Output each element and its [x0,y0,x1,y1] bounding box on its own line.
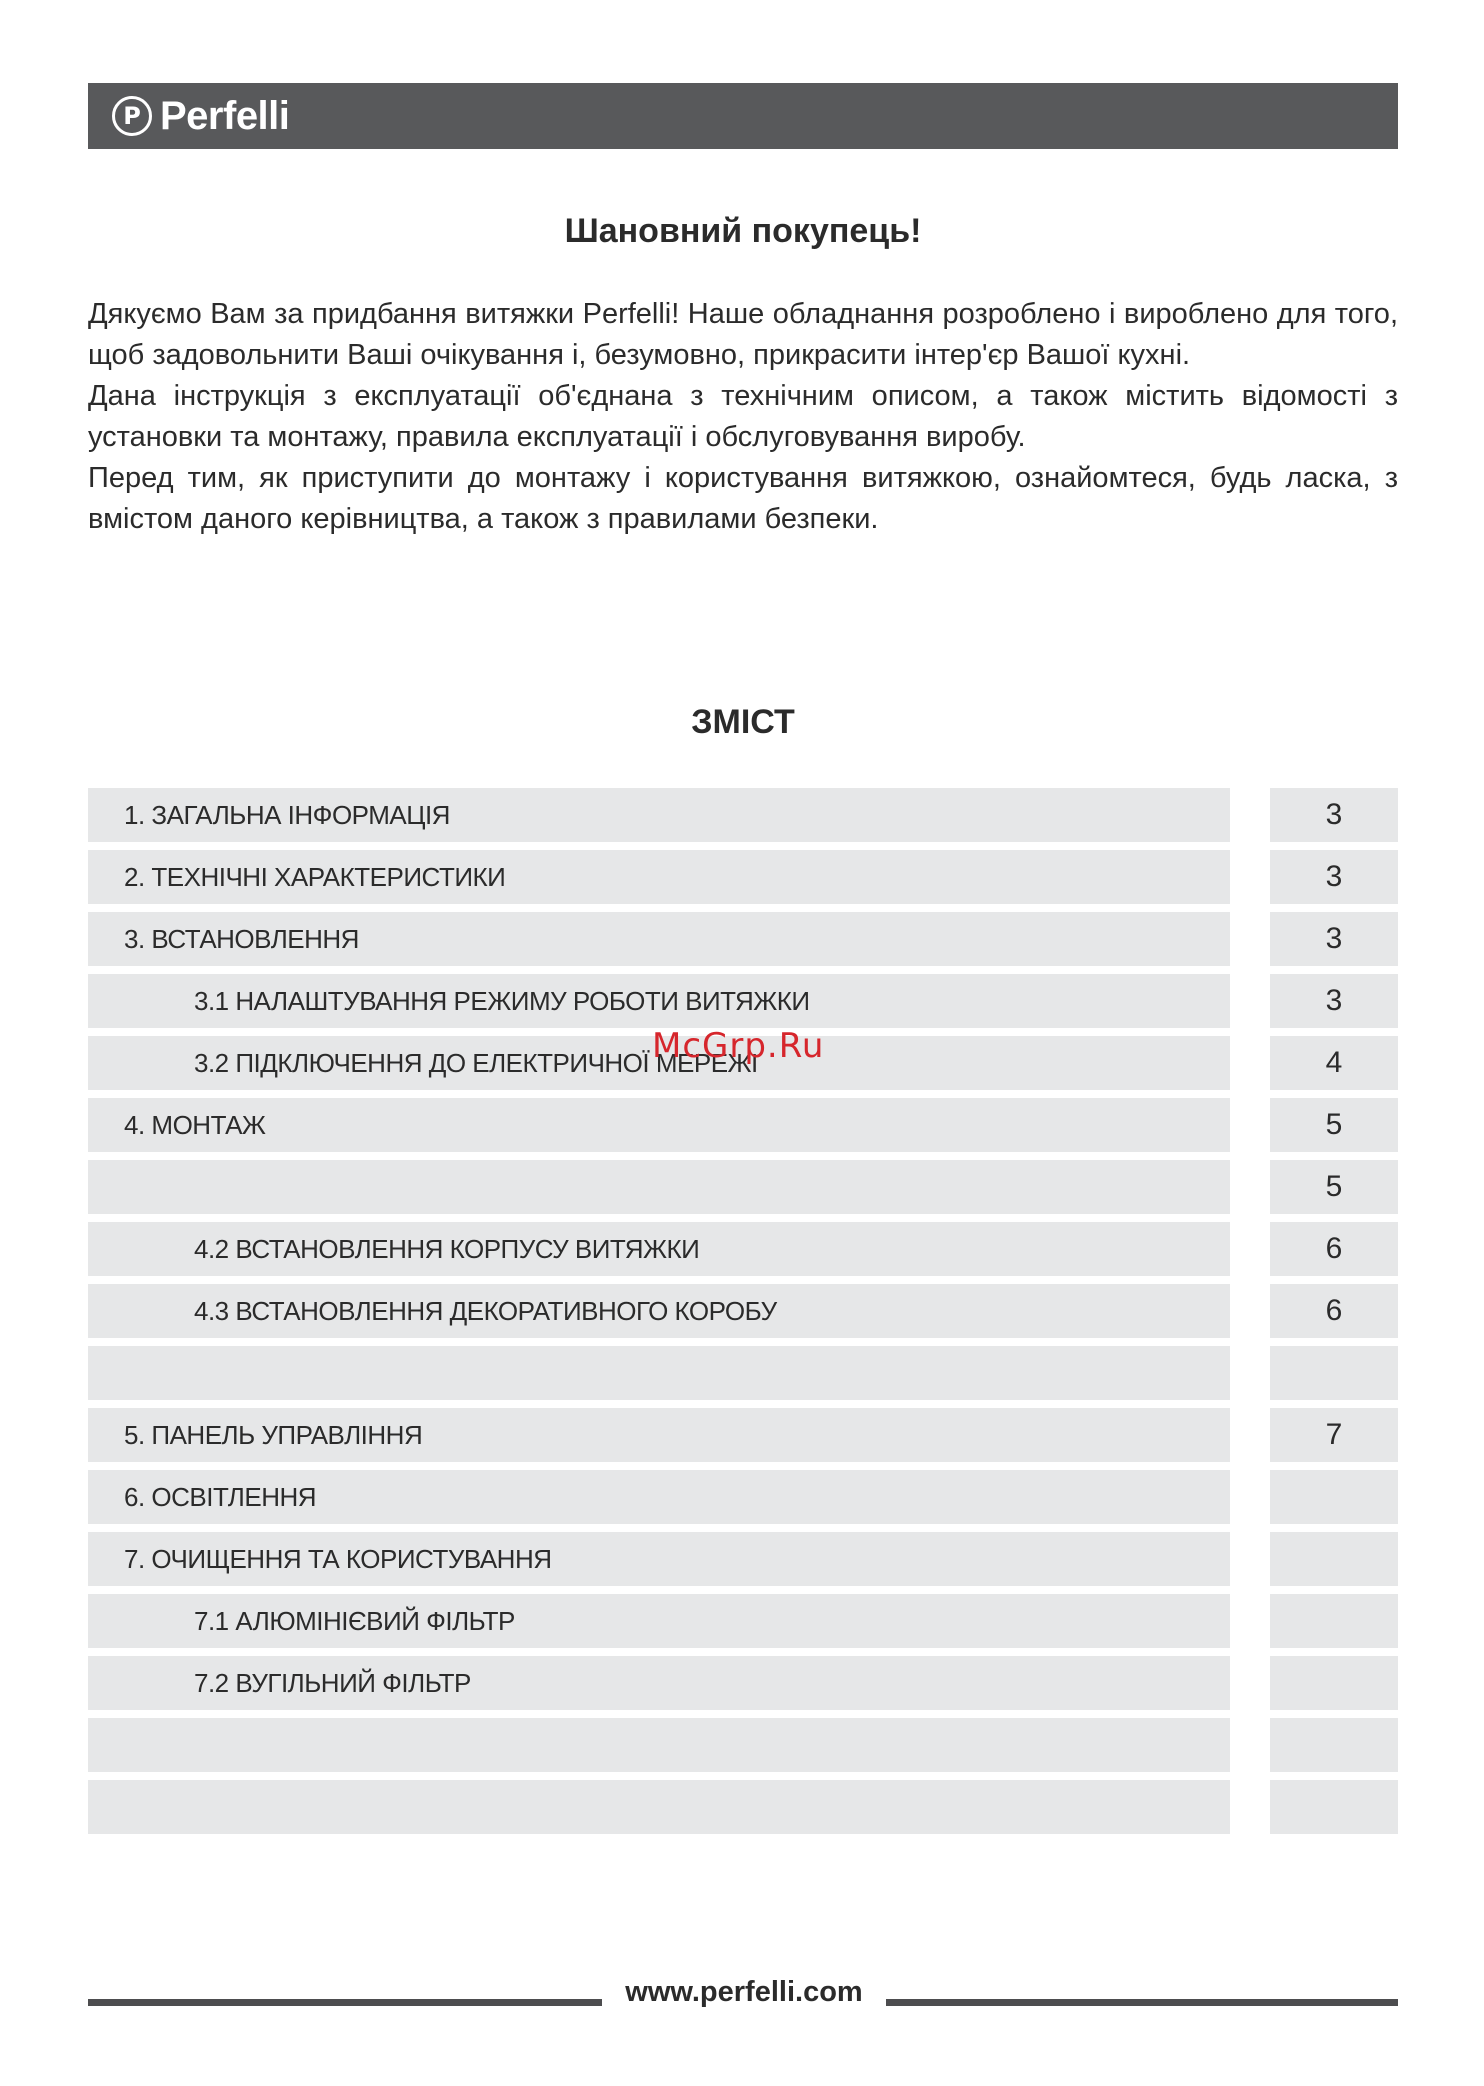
header-bar [88,83,1398,149]
footer [88,1976,1398,2016]
toc-gap [1230,1408,1270,1462]
greeting-heading: Шановний покупець! [564,212,922,250]
toc-row [88,1160,1398,1214]
toc-row [88,850,1398,904]
toc-entry-label: 4.3 ВСТАНОВЛЕННЯ ДЕКОРАТИВНОГО КОРОБУ [88,1284,1230,1338]
toc-entry-page: 3 [1270,850,1398,904]
footer-divider-right [886,1999,1398,2006]
toc-entry-page [1270,1532,1398,1586]
toc-gap [1230,1532,1270,1586]
toc-entry-label [88,1780,1230,1834]
watermark: McGrp.Ru [652,1026,825,1066]
toc-entry-page: 4 [1270,1036,1398,1090]
toc-entry-label: 4. МОНТАЖ [88,1098,1230,1152]
toc-row [88,974,1398,1028]
intro-paragraph: Дякуємо Вам за придбання витяжки Perfelli! Наше обладнання розроблено і вироблено для того, щоб задовольнити Ваші очікування і, безумовно, прикрасити інтер'єр Вашої кухні. [88,298,1398,371]
toc-entry-page: 3 [1270,974,1398,1028]
toc-entry-page: 5 [1270,1160,1398,1214]
toc-row [88,1718,1398,1772]
logo-mark-icon: P [112,96,152,136]
toc-row [88,1098,1398,1152]
toc-entry-page: 6 [1270,1222,1398,1276]
toc-entry-page: 7 [1270,1408,1398,1462]
toc-entry-page [1270,1594,1398,1648]
toc-row [88,1222,1398,1276]
toc-row [88,1346,1398,1400]
toc-entry-page: 3 [1270,912,1398,966]
toc-row [88,1780,1398,1834]
toc-gap [1230,1656,1270,1710]
toc-entry-page [1270,1780,1398,1834]
toc-gap [1230,1470,1270,1524]
footer-url-link[interactable]: www.perfelli.com [625,1976,863,2008]
toc-row [88,1594,1398,1648]
toc-gap [1230,1346,1270,1400]
intro-paragraph: Дана інструкція з експлуатації об'єднана з технічним описом, а також містить відомості з установки та монтажу, правила експлуатації і обслуговування виробу. [88,380,1398,453]
toc-entry-label: 7.2 ВУГІЛЬНИЙ ФІЛЬТР [88,1656,1230,1710]
toc-gap [1230,974,1270,1028]
toc-row [88,1470,1398,1524]
toc-entry-label [88,1346,1230,1400]
toc-gap [1230,1222,1270,1276]
toc-entry-page [1270,1656,1398,1710]
toc-row [88,1532,1398,1586]
brand-logo [112,94,289,139]
intro-paragraph: Перед тим, як приступити до монтажу і користування витяжкою, ознайомтеся, будь ласка, з вмістом даного керівництва, а також з правилами безпеки. [88,462,1398,535]
toc-entry-label: 1. ЗАГАЛЬНА ІНФОРМАЦІЯ [88,788,1230,842]
toc-gap [1230,1594,1270,1648]
toc-entry-label: 3.2 ПІДКЛЮЧЕННЯ ДО ЕЛЕКТРИЧНОЇ МЕРЕЖІ [88,1036,1230,1090]
toc-gap [1230,788,1270,842]
toc-row [88,1656,1398,1710]
brand-name: Perfelli [160,93,290,138]
toc-entry-page [1270,1718,1398,1772]
toc-entry-label [88,1718,1230,1772]
toc-gap [1230,1284,1270,1338]
toc-entry-page: 6 [1270,1284,1398,1338]
toc-entry-label: 2. ТЕХНІЧНІ ХАРАКТЕРИСТИКИ [88,850,1230,904]
toc-gap [1230,850,1270,904]
toc-entry-label: 3.1 НАЛАШТУВАННЯ РЕЖИМУ РОБОТИ ВИТЯЖКИ [88,974,1230,1028]
toc-entry-page [1270,1346,1398,1400]
toc-row [88,788,1398,842]
intro-text [88,294,1398,540]
toc-gap [1230,1160,1270,1214]
toc-row [88,1284,1398,1338]
toc-entry-label [88,1160,1230,1214]
toc-gap [1230,1098,1270,1152]
toc-entry-label: 7. ОЧИЩЕННЯ ТА КОРИСТУВАННЯ [88,1532,1230,1586]
table-of-contents [88,788,1398,1842]
toc-entry-label: 6. ОСВІТЛЕННЯ [88,1470,1230,1524]
toc-entry-page: 3 [1270,788,1398,842]
toc-row [88,912,1398,966]
toc-entry-label: 5. ПАНЕЛЬ УПРАВЛІННЯ [88,1408,1230,1462]
footer-divider-left [88,1999,602,2006]
toc-gap [1230,1036,1270,1090]
toc-entry-page: 5 [1270,1098,1398,1152]
toc-entry-label: 3. ВСТАНОВЛЕННЯ [88,912,1230,966]
toc-entry-label: 7.1 АЛЮМІНІЄВИЙ ФІЛЬТР [88,1594,1230,1648]
toc-gap [1230,1780,1270,1834]
toc-entry-label: 4.2 ВСТАНОВЛЕННЯ КОРПУСУ ВИТЯЖКИ [88,1222,1230,1276]
toc-gap [1230,1718,1270,1772]
toc-row [88,1408,1398,1462]
toc-gap [1230,912,1270,966]
toc-entry-page [1270,1470,1398,1524]
toc-title: ЗМІСТ [691,703,795,741]
